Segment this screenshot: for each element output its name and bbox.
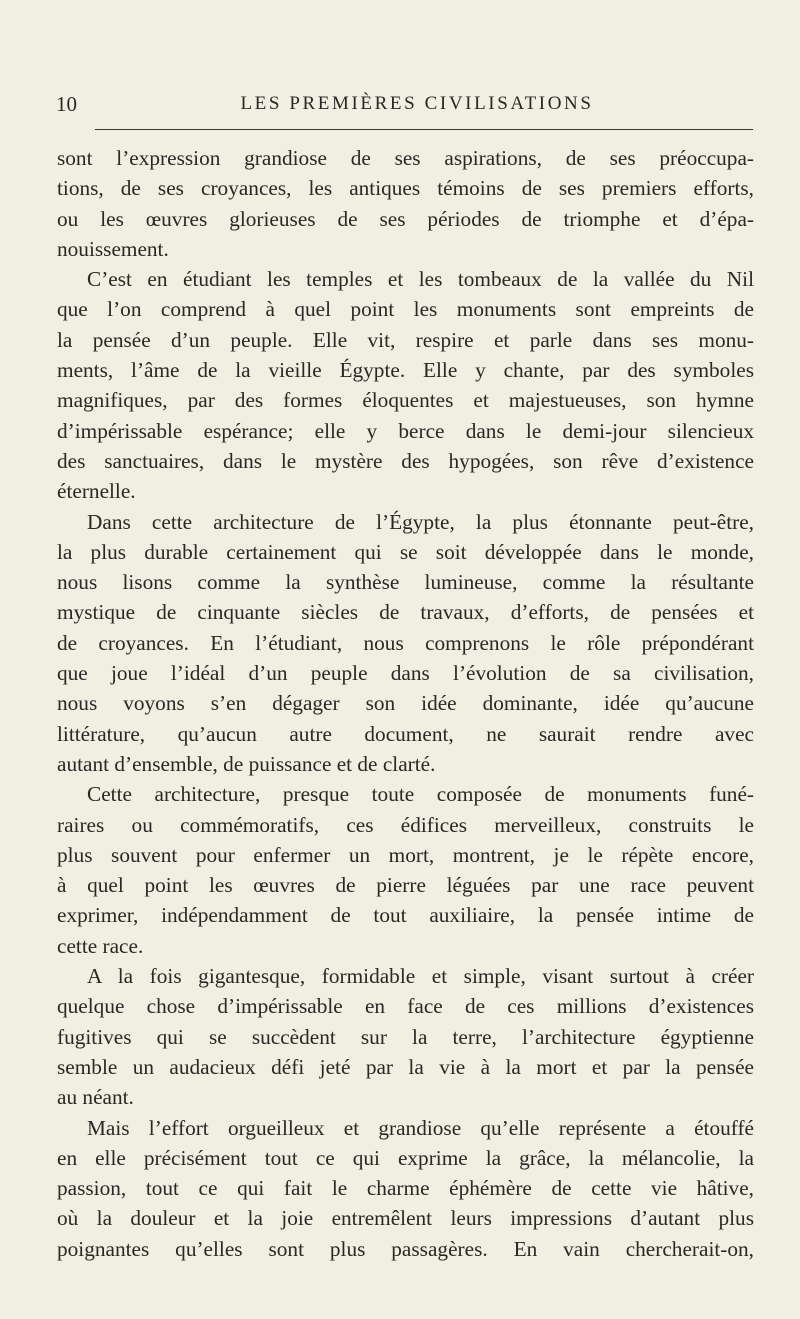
text-line: poignantes qu’elles sont plus passagères. En vain chercherait-on,	[57, 1236, 754, 1261]
text-line: autant d’ensemble, de puissance et de clarté.	[57, 751, 436, 776]
text-line: nous lisons comme la synthèse lumineuse, comme la résultante	[57, 570, 754, 595]
text-line: semble un audacieux défi jeté par la vie à la mort et par la pensée	[57, 1054, 754, 1079]
text-line: où la douleur et la joie entremêlent leurs impressions d’autant plus	[57, 1206, 754, 1231]
text-line: fugitives qui se succèdent sur la terre, l’architecture égyptienne	[57, 1024, 754, 1049]
text-line: la plus durable certainement qui se soit développée dans le monde,	[57, 539, 754, 564]
text-line: sont l’expression grandiose de ses aspirations, de ses préoccupa-	[57, 146, 754, 170]
text-line: nous voyons s’en dégager son idée dominante, idée qu’aucune	[57, 691, 754, 716]
header-rule	[95, 129, 753, 130]
text-line: Cette architecture, presque toute composée de monuments funé-	[87, 782, 754, 807]
text-line: tions, de ses croyances, les antiques témoins de ses premiers efforts,	[57, 176, 754, 201]
text-line: exprimer, indépendamment de tout auxiliaire, la pensée intime de	[57, 903, 754, 928]
text-line: magnifiques, par des formes éloquentes et majestueuses, son hymne	[57, 388, 754, 413]
text-line: que joue l’idéal d’un peuple dans l’évolution de sa civilisation,	[57, 661, 754, 686]
text-line: de croyances. En l’étudiant, nous comprenons le rôle prépondérant	[57, 630, 754, 655]
text-line: en elle précisément tout ce qui exprime la grâce, la mélancolie, la	[57, 1145, 754, 1170]
text-line: ments, l’âme de la vieille Égypte. Elle y chante, par des symboles	[57, 358, 754, 383]
text-line: raires ou commémoratifs, ces édifices merveilleux, construits le	[57, 812, 754, 837]
text-line: A la fois gigantesque, formidable et simple, visant surtout à créer	[87, 964, 754, 989]
running-head	[56, 92, 750, 122]
text-line: Dans cette architecture de l’Égypte, la plus étonnante peut-être,	[87, 509, 754, 534]
text-line: d’impérissable espérance; elle y berce dans le demi-jour silencieux	[57, 418, 754, 443]
text-line: que l’on comprend à quel point les monuments sont empreints de	[57, 297, 754, 322]
page-number: 10	[56, 92, 77, 116]
text-line: Mais l’effort orgueilleux et grandiose qu’elle représente a étouffé	[87, 1115, 754, 1140]
text-line: quelque chose d’impérissable en face de ces millions d’existences	[57, 994, 754, 1019]
body-text	[57, 143, 754, 1264]
text-line: au néant.	[57, 1085, 134, 1110]
text-line: passion, tout ce qui fait le charme éphémère de cette vie hâtive,	[57, 1176, 754, 1201]
text-line: mystique de cinquante siècles de travaux, d’efforts, de pensées et	[57, 600, 754, 625]
text-line: cette race.	[57, 933, 144, 958]
text-line: éternelle.	[57, 479, 136, 504]
text-line: C’est en étudiant les temples et les tombeaux de la vallée du Nil	[87, 267, 754, 292]
text-line: la pensée d’un peuple. Elle vit, respire et parle dans ses monu-	[57, 327, 754, 352]
text-line: plus souvent pour enfermer un mort, montrent, je le répète encore,	[57, 842, 754, 867]
text-line: nouissement.	[57, 236, 169, 261]
text-line: des sanctuaires, dans le mystère des hypogées, son rêve d’existence	[57, 448, 754, 473]
text-line: à quel point les œuvres de pierre léguées par une race peuvent	[57, 873, 754, 898]
running-title: LES PREMIÈRES CIVILISATIONS	[240, 93, 594, 114]
text-line: littérature, qu’aucun autre document, ne saurait rendre avec	[57, 721, 754, 746]
text-line: ou les œuvres glorieuses de ses périodes de triomphe et d’épa-	[57, 206, 754, 231]
